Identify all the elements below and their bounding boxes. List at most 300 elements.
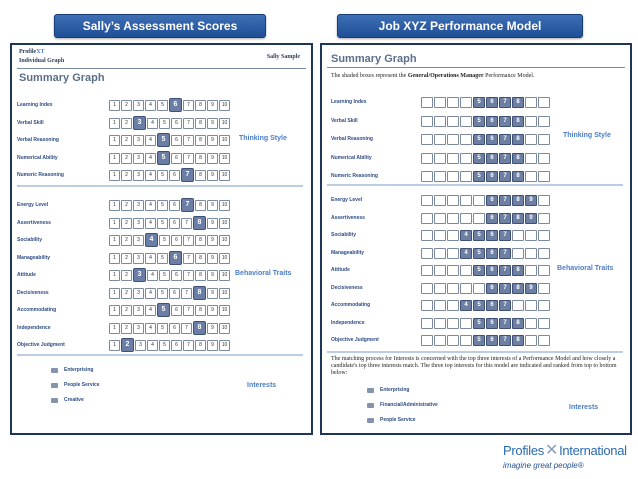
model-row [331,283,621,295]
model-row [331,318,621,330]
score-marker: 8 [193,216,206,230]
model-scale [421,300,550,311]
doc-subtitle: Individual Graph [19,58,65,64]
model-scale [421,318,550,329]
shaded-cell: 8 [512,171,524,182]
score-marker: 5 [157,303,170,317]
trait-label: Numerical Ability [331,154,372,161]
scale-cell: 8 [195,253,206,264]
scale-cell: 3 [133,323,144,334]
trait-label: Sociability [331,232,357,238]
scale-cell: 6 [171,305,182,316]
scale-cell [538,265,550,276]
scale-cell: 7 [183,235,194,246]
shaded-cell: 8 [512,318,524,329]
scale-cell [434,318,446,329]
scale-cell: 8 [195,118,206,129]
score-scale [109,153,230,165]
scale-cell [538,283,550,294]
scale-cell [447,248,459,259]
scale-cell [525,300,537,311]
scale-cell [525,265,537,276]
scale-cell: 3 [133,218,144,229]
scale-cell [421,134,433,145]
scale-cell: 6 [171,118,182,129]
scale-cell: 2 [121,235,132,246]
scale-cell: 9 [207,153,218,164]
scale-cell: 6 [171,270,182,281]
interest-item: People Service [367,417,416,423]
scale-cell: 3 [133,170,144,181]
shaded-cell: 8 [512,335,524,346]
scale-cell: 2 [121,305,132,316]
model-scale [421,265,550,276]
scale-cell [460,153,472,164]
shaded-cell: 7 [499,248,511,259]
scale-cell [447,230,459,241]
scale-cell [473,195,485,206]
shaded-cell: 6 [486,153,498,164]
shaded-cell: 8 [512,195,524,206]
shaded-cell: 7 [499,134,511,145]
shaded-cell: 7 [499,116,511,127]
shaded-cell: 8 [512,283,524,294]
scale-cell: 2 [121,118,132,129]
scale-cell: 2 [121,270,132,281]
scale-cell [447,116,459,127]
score-row [17,340,297,352]
scale-cell: 1 [109,253,120,264]
scale-cell: 5 [157,100,168,111]
trait-label: Decisiveness [331,284,363,291]
scale-cell: 5 [157,288,168,299]
shaded-cell: 7 [499,195,511,206]
shaded-cell: 9 [525,283,537,294]
scale-cell: 2 [121,253,132,264]
scale-cell [447,265,459,276]
interest-item: Enterprising [51,367,93,373]
model-scale [421,213,550,224]
score-row [17,253,297,265]
interest-item: Financial/Administrative [367,402,438,408]
shaded-cell: 8 [512,134,524,145]
shaded-cell: 6 [486,171,498,182]
score-row [17,218,297,230]
title-rule [327,67,625,68]
scale-cell: 8 [195,135,206,146]
scale-cell: 5 [159,118,170,129]
model-row [331,153,621,165]
shaded-cell: 6 [486,116,498,127]
score-marker: 8 [193,321,206,335]
scale-cell [538,335,550,346]
shaded-cell: 6 [486,318,498,329]
company-logo: Profiles✕International imagine great people® [503,442,627,470]
scale-cell: 4 [145,200,156,211]
scale-cell: 9 [207,305,218,316]
scale-cell [538,195,550,206]
score-scale [109,288,230,300]
scale-cell [421,248,433,259]
trait-label: Attitude [331,267,350,273]
section-divider [327,351,623,353]
shaded-cell: 7 [499,97,511,108]
scale-cell [512,248,524,259]
model-scale [421,153,550,164]
scale-cell: 6 [171,135,182,146]
shaded-cell: 8 [512,97,524,108]
scale-cell: 7 [183,100,194,111]
scale-cell: 3 [133,288,144,299]
scale-cell [434,153,446,164]
shaded-cell: 7 [499,265,511,276]
scale-cell: 1 [109,118,120,129]
scale-cell [538,248,550,259]
trait-label: Accommodating [331,302,371,308]
shaded-cell: 6 [486,265,498,276]
shaded-cell: 6 [486,97,498,108]
scale-cell: 9 [207,235,218,246]
score-scale [109,200,230,212]
trait-label: Assertiveness [17,219,51,226]
score-row [17,153,297,165]
scale-cell [434,213,446,224]
scale-cell: 3 [135,340,146,351]
score-row [17,323,297,335]
model-row [331,300,621,312]
scale-cell: 2 [121,288,132,299]
scale-cell: 10 [219,100,230,111]
scale-cell: 4 [147,270,158,281]
page-title: Summary Graph [19,72,105,84]
scale-cell: 6 [169,323,180,334]
score-row [17,118,297,130]
scale-cell: 4 [145,100,156,111]
scale-cell [538,318,550,329]
trait-label: Learning Index [17,102,53,108]
score-marker: 6 [169,98,182,112]
trait-label: Objective Judgment [17,342,65,348]
scale-cell: 5 [159,270,170,281]
score-marker: 3 [133,268,146,282]
scale-cell [434,97,446,108]
scale-cell [421,318,433,329]
shaded-cell: 5 [473,116,485,127]
scale-cell: 5 [159,340,170,351]
scale-cell: 7 [181,288,192,299]
people-service-icon [367,418,374,423]
scale-cell: 1 [109,218,120,229]
scale-cell [447,195,459,206]
scale-cell: 10 [219,135,230,146]
scale-cell: 7 [183,270,194,281]
scale-cell: 1 [109,288,120,299]
scale-cell: 1 [109,270,120,281]
trait-label: Numeric Reasoning [331,173,378,179]
scale-cell [525,116,537,127]
trait-label: Numeric Reasoning [17,172,64,178]
scale-cell: 9 [207,200,218,211]
scale-cell [434,134,446,145]
score-scale [109,135,230,147]
scale-cell [434,248,446,259]
scale-cell: 7 [181,218,192,229]
scale-cell: 7 [183,153,194,164]
trait-label: Manageability [17,254,51,261]
scale-cell: 1 [109,170,120,181]
score-scale [109,323,230,335]
scale-cell [525,248,537,259]
scale-cell: 6 [171,340,182,351]
trait-label: Energy Level [17,202,49,208]
shaded-cell: 7 [499,171,511,182]
scale-cell: 10 [219,118,230,129]
score-marker: 5 [157,133,170,147]
scale-cell [421,153,433,164]
model-row [331,213,621,225]
scale-cell [512,230,524,241]
scale-cell: 10 [219,218,230,229]
scale-cell [421,171,433,182]
scale-cell: 7 [183,135,194,146]
shaded-cell: 6 [486,300,498,311]
shaded-cell: 6 [486,195,498,206]
scale-cell: 5 [157,253,168,264]
scale-cell: 9 [207,118,218,129]
scale-cell [447,335,459,346]
trait-label: Accommodating [17,307,57,313]
behavioral-traits-label: Behavioral Traits [557,265,614,272]
scale-cell: 10 [219,270,230,281]
scale-cell: 6 [169,170,180,181]
scale-cell: 7 [183,253,194,264]
brand-logo: ProfileXT [19,49,45,55]
scale-cell [525,335,537,346]
score-scale [109,170,230,182]
scale-cell: 2 [121,100,132,111]
scale-cell: 1 [109,100,120,111]
scale-cell [434,195,446,206]
shaded-cell: 7 [499,213,511,224]
scale-cell [460,265,472,276]
scale-cell [421,265,433,276]
shaded-cell: 6 [486,230,498,241]
shaded-cell: 9 [525,213,537,224]
scale-cell [460,213,472,224]
interests-label: Interests [247,382,277,389]
scale-cell: 8 [195,170,206,181]
scale-cell: 2 [121,135,132,146]
score-marker: 7 [181,198,194,212]
interests-label: Interests [569,404,599,411]
shaded-cell: 8 [512,116,524,127]
scale-cell [434,116,446,127]
scale-cell: 9 [207,170,218,181]
interests-description: The matching process for Interests is concerned with the top three interests of a Performance Model and how closely a candidate's top three interests match. The three top interests for this model are indicated and ranked from top to bottom below: [331,356,617,376]
trait-label: Independence [17,324,51,331]
person-name: Sally Sample [266,54,300,60]
model-row [331,230,621,242]
scale-cell [421,97,433,108]
scale-cell [434,283,446,294]
shaded-cell: 5 [473,318,485,329]
score-scale [109,270,230,282]
shaded-cell: 7 [499,318,511,329]
scale-cell: 10 [219,235,230,246]
trait-label: Objective Judgment [331,337,379,343]
score-marker: 2 [121,338,134,352]
scale-cell [538,134,550,145]
shaded-cell: 5 [473,335,485,346]
scale-cell [421,116,433,127]
scale-cell: 4 [147,340,158,351]
trait-label: Verbal Skill [331,117,358,124]
scale-cell [460,116,472,127]
score-marker: 8 [193,286,206,300]
score-row [17,100,297,112]
shaded-cell: 6 [486,283,498,294]
model-row [331,195,621,207]
scale-cell [460,171,472,182]
scale-cell: 4 [145,170,156,181]
shaded-cell: 8 [512,153,524,164]
model-scale [421,283,550,294]
scale-cell [460,134,472,145]
scale-cell: 4 [145,288,156,299]
shaded-cell: 5 [473,300,485,311]
left-panel [10,43,313,435]
financial-icon [367,403,374,408]
shaded-cell: 7 [499,283,511,294]
model-scale [421,230,550,241]
scale-cell: 4 [145,305,156,316]
scale-cell: 4 [145,135,156,146]
scale-cell: 6 [169,200,180,211]
score-marker: 5 [157,151,170,165]
scale-cell [525,318,537,329]
scale-cell: 7 [183,305,194,316]
scale-cell [460,195,472,206]
scale-cell [421,283,433,294]
scale-cell: 5 [157,323,168,334]
shaded-cell: 5 [473,171,485,182]
scale-cell: 1 [109,200,120,211]
scale-cell: 4 [145,253,156,264]
scale-cell: 6 [169,288,180,299]
scale-cell: 1 [109,323,120,334]
intro-text: The shaded boxes represent the General/Operations Manager Performance Model. [331,73,535,79]
scale-cell: 6 [171,235,182,246]
scale-cell [421,213,433,224]
score-row [17,305,297,317]
section-divider [327,184,623,186]
scale-cell [538,97,550,108]
scale-cell: 6 [171,153,182,164]
scale-cell: 4 [145,153,156,164]
model-scale [421,116,550,127]
scale-cell: 8 [195,305,206,316]
scale-cell: 7 [181,323,192,334]
scale-cell: 3 [133,100,144,111]
scale-cell [447,153,459,164]
scale-cell: 9 [207,253,218,264]
enterprising-icon [51,368,58,373]
score-scale [109,218,230,230]
scale-cell: 8 [195,200,206,211]
scale-cell [434,171,446,182]
scale-cell: 2 [121,153,132,164]
scale-cell: 9 [207,135,218,146]
shaded-cell: 5 [473,153,485,164]
score-scale [109,118,230,130]
scale-cell: 3 [133,135,144,146]
scale-cell: 4 [147,118,158,129]
scale-cell: 10 [219,323,230,334]
score-row [17,200,297,212]
scale-cell: 1 [109,235,120,246]
scale-cell [538,116,550,127]
scale-cell: 10 [219,170,230,181]
scale-cell [447,318,459,329]
score-row [17,235,297,247]
scale-cell: 10 [219,288,230,299]
score-scale [109,100,230,112]
trait-label: Decisiveness [17,289,49,296]
right-panel [320,43,632,435]
model-row [331,335,621,347]
scale-cell: 10 [219,153,230,164]
shaded-cell: 7 [499,153,511,164]
scale-cell [421,335,433,346]
interest-item: Creative [51,397,84,403]
scale-cell: 10 [219,200,230,211]
shaded-cell: 5 [473,230,485,241]
shaded-cell: 7 [499,300,511,311]
scale-cell [447,134,459,145]
scale-cell [473,213,485,224]
trait-label: Learning Index [331,99,367,105]
scale-cell: 5 [157,218,168,229]
shaded-cell: 6 [486,248,498,259]
thinking-style-label: Thinking Style [239,135,287,142]
score-scale [109,340,230,352]
scale-cell [447,171,459,182]
score-row [17,288,297,300]
scale-cell: 8 [195,153,206,164]
scale-cell [512,300,524,311]
scale-cell: 8 [195,235,206,246]
left-header: Sally’s Assessment Scores [54,14,266,38]
scale-cell: 5 [157,170,168,181]
model-scale [421,335,550,346]
scale-cell: 3 [133,235,144,246]
trait-label: Attitude [17,272,36,278]
scale-cell: 10 [219,305,230,316]
model-scale [421,171,550,182]
shaded-cell: 7 [499,335,511,346]
shaded-cell: 5 [473,265,485,276]
scale-cell: 9 [207,218,218,229]
scale-cell [460,97,472,108]
scale-cell: 8 [195,100,206,111]
scale-cell [538,300,550,311]
scale-cell [434,265,446,276]
trait-label: Manageability [331,249,365,256]
scale-cell: 2 [121,218,132,229]
shaded-cell: 4 [460,248,472,259]
scale-cell: 7 [183,118,194,129]
scale-cell: 5 [159,235,170,246]
